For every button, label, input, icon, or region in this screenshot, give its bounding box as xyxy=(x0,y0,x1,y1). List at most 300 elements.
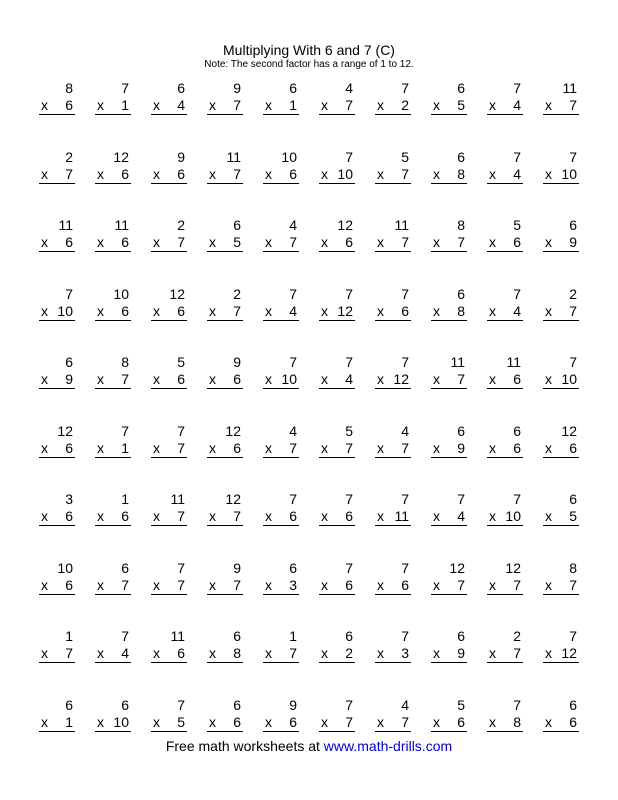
first-factor: 12 xyxy=(505,560,521,576)
first-factor: 7 xyxy=(401,354,409,370)
multiply-sign: x xyxy=(489,371,496,387)
second-factor: 6 xyxy=(65,440,73,456)
second-factor: 10 xyxy=(561,371,577,387)
second-factor: 7 xyxy=(401,234,409,250)
second-factor: 6 xyxy=(289,166,297,182)
second-factor: 7 xyxy=(65,645,73,661)
first-factor: 12 xyxy=(225,491,241,507)
multiply-sign: x xyxy=(321,371,328,387)
second-factor: 6 xyxy=(177,645,185,661)
answer-line xyxy=(487,577,523,595)
first-factor: 6 xyxy=(121,560,129,576)
multiply-sign: x xyxy=(377,577,384,593)
second-factor: 8 xyxy=(513,714,521,730)
first-factor: 11 xyxy=(170,628,185,644)
first-factor: 9 xyxy=(233,354,241,370)
answer-line xyxy=(263,234,299,252)
multiply-sign: x xyxy=(209,97,216,113)
first-factor: 7 xyxy=(513,286,521,302)
problem xyxy=(95,217,131,265)
problem xyxy=(319,354,355,402)
first-factor: 7 xyxy=(457,491,465,507)
problem xyxy=(39,628,75,676)
multiply-sign: x xyxy=(545,645,552,661)
problem xyxy=(39,286,75,334)
multiply-sign: x xyxy=(209,440,216,456)
answer-line xyxy=(431,714,467,732)
second-factor: 7 xyxy=(233,166,241,182)
first-factor: 12 xyxy=(561,423,577,439)
second-factor: 10 xyxy=(57,303,73,319)
multiply-sign: x xyxy=(433,234,440,250)
footer-link[interactable]: www.math-drills.com xyxy=(323,738,453,754)
answer-line xyxy=(95,97,131,115)
problem xyxy=(375,217,411,265)
first-factor: 12 xyxy=(57,423,73,439)
first-factor: 7 xyxy=(401,628,409,644)
answer-line xyxy=(151,577,187,595)
second-factor: 4 xyxy=(289,303,297,319)
first-factor: 10 xyxy=(57,560,73,576)
multiply-sign: x xyxy=(545,234,552,250)
first-factor: 7 xyxy=(121,423,129,439)
second-factor: 2 xyxy=(345,645,353,661)
first-factor: 7 xyxy=(401,491,409,507)
problem xyxy=(263,560,299,608)
multiply-sign: x xyxy=(321,234,328,250)
multiply-sign: x xyxy=(265,371,272,387)
first-factor: 2 xyxy=(65,149,73,165)
answer-line xyxy=(375,577,411,595)
first-factor: 7 xyxy=(513,697,521,713)
first-factor: 10 xyxy=(113,286,129,302)
multiply-sign: x xyxy=(489,166,496,182)
first-factor: 7 xyxy=(345,354,353,370)
answer-line xyxy=(431,508,467,526)
answer-line xyxy=(487,508,523,526)
first-factor: 6 xyxy=(457,80,465,96)
problem xyxy=(151,217,187,265)
footer-text: Free math worksheets at xyxy=(165,738,324,754)
first-factor: 11 xyxy=(114,217,129,233)
second-factor: 9 xyxy=(457,645,465,661)
answer-line xyxy=(487,303,523,321)
first-factor: 7 xyxy=(345,491,353,507)
answer-line xyxy=(375,440,411,458)
multiply-sign: x xyxy=(41,714,48,730)
problem xyxy=(263,149,299,197)
first-factor: 7 xyxy=(177,560,185,576)
answer-line xyxy=(207,645,243,663)
multiply-sign: x xyxy=(209,371,216,387)
problem xyxy=(319,217,355,265)
second-factor: 6 xyxy=(233,714,241,730)
second-factor: 10 xyxy=(505,508,521,524)
answer-line xyxy=(375,166,411,184)
second-factor: 4 xyxy=(513,166,521,182)
second-factor: 6 xyxy=(233,371,241,387)
first-factor: 11 xyxy=(506,354,521,370)
problem xyxy=(207,560,243,608)
multiply-sign: x xyxy=(433,508,440,524)
second-factor: 10 xyxy=(281,371,297,387)
first-factor: 9 xyxy=(233,80,241,96)
answer-line xyxy=(95,303,131,321)
second-factor: 12 xyxy=(393,371,409,387)
multiply-sign: x xyxy=(41,303,48,319)
problem xyxy=(39,80,75,128)
first-factor: 6 xyxy=(233,628,241,644)
second-factor: 7 xyxy=(345,440,353,456)
second-factor: 6 xyxy=(65,577,73,593)
answer-line xyxy=(319,234,355,252)
problem xyxy=(375,491,411,539)
first-factor: 2 xyxy=(233,286,241,302)
answer-line xyxy=(263,714,299,732)
problem xyxy=(151,80,187,128)
first-factor: 8 xyxy=(121,354,129,370)
first-factor: 7 xyxy=(289,286,297,302)
first-factor: 12 xyxy=(113,149,129,165)
second-factor: 7 xyxy=(289,440,297,456)
multiply-sign: x xyxy=(377,97,384,113)
second-factor: 6 xyxy=(289,714,297,730)
second-factor: 6 xyxy=(289,508,297,524)
multiply-sign: x xyxy=(41,440,48,456)
answer-line xyxy=(39,234,75,252)
answer-line xyxy=(95,714,131,732)
first-factor: 10 xyxy=(281,149,297,165)
first-factor: 1 xyxy=(65,628,73,644)
second-factor: 6 xyxy=(345,508,353,524)
first-factor: 4 xyxy=(401,697,409,713)
first-factor: 6 xyxy=(569,491,577,507)
first-factor: 11 xyxy=(394,217,409,233)
second-factor: 4 xyxy=(457,508,465,524)
multiply-sign: x xyxy=(209,166,216,182)
multiply-sign: x xyxy=(377,371,384,387)
second-factor: 8 xyxy=(233,645,241,661)
multiply-sign: x xyxy=(265,166,272,182)
second-factor: 8 xyxy=(457,303,465,319)
answer-line xyxy=(431,577,467,595)
answer-line xyxy=(319,303,355,321)
multiply-sign: x xyxy=(209,714,216,730)
multiply-sign: x xyxy=(489,303,496,319)
problem xyxy=(39,217,75,265)
first-factor: 12 xyxy=(169,286,185,302)
problem xyxy=(263,286,299,334)
multiply-sign: x xyxy=(153,97,160,113)
first-factor: 7 xyxy=(345,286,353,302)
multiply-sign: x xyxy=(41,577,48,593)
problem xyxy=(151,560,187,608)
multiply-sign: x xyxy=(377,645,384,661)
first-factor: 7 xyxy=(513,149,521,165)
answer-line xyxy=(263,97,299,115)
second-factor: 4 xyxy=(177,97,185,113)
first-factor: 6 xyxy=(177,80,185,96)
first-factor: 2 xyxy=(177,217,185,233)
second-factor: 4 xyxy=(513,97,521,113)
multiply-sign: x xyxy=(153,440,160,456)
problem xyxy=(431,560,467,608)
problem xyxy=(431,423,467,471)
problem xyxy=(375,628,411,676)
answer-line xyxy=(151,645,187,663)
second-factor: 7 xyxy=(233,577,241,593)
first-factor: 7 xyxy=(401,80,409,96)
multiply-sign: x xyxy=(97,166,104,182)
problem xyxy=(431,80,467,128)
answer-line xyxy=(375,234,411,252)
first-factor: 6 xyxy=(457,628,465,644)
first-factor: 8 xyxy=(457,217,465,233)
first-factor: 8 xyxy=(569,560,577,576)
answer-line xyxy=(431,371,467,389)
problem xyxy=(543,286,579,334)
first-factor: 6 xyxy=(457,286,465,302)
multiply-sign: x xyxy=(97,234,104,250)
answer-line xyxy=(151,234,187,252)
first-factor: 6 xyxy=(233,697,241,713)
second-factor: 6 xyxy=(569,440,577,456)
problem xyxy=(207,628,243,676)
multiply-sign: x xyxy=(433,577,440,593)
multiply-sign: x xyxy=(433,440,440,456)
second-factor: 6 xyxy=(401,303,409,319)
first-factor: 11 xyxy=(562,80,577,96)
second-factor: 7 xyxy=(345,714,353,730)
answer-line xyxy=(39,371,75,389)
second-factor: 7 xyxy=(513,645,521,661)
problem xyxy=(263,628,299,676)
multiply-sign: x xyxy=(265,234,272,250)
answer-line xyxy=(543,577,579,595)
multiply-sign: x xyxy=(433,166,440,182)
problem xyxy=(207,149,243,197)
second-factor: 7 xyxy=(121,371,129,387)
second-factor: 4 xyxy=(121,645,129,661)
multiply-sign: x xyxy=(153,303,160,319)
problem xyxy=(487,560,523,608)
problem xyxy=(319,491,355,539)
first-factor: 11 xyxy=(58,217,73,233)
problem xyxy=(319,423,355,471)
answer-line xyxy=(263,508,299,526)
problem xyxy=(487,286,523,334)
problem xyxy=(95,354,131,402)
first-factor: 6 xyxy=(65,697,73,713)
problem xyxy=(543,560,579,608)
second-factor: 7 xyxy=(513,577,521,593)
first-factor: 6 xyxy=(233,217,241,233)
second-factor: 6 xyxy=(457,714,465,730)
problem xyxy=(151,149,187,197)
problem xyxy=(95,628,131,676)
problem xyxy=(207,286,243,334)
problem xyxy=(207,354,243,402)
problem xyxy=(431,354,467,402)
first-factor: 4 xyxy=(345,80,353,96)
answer-line xyxy=(263,371,299,389)
first-factor: 7 xyxy=(65,286,73,302)
multiply-sign: x xyxy=(433,714,440,730)
multiply-sign: x xyxy=(489,508,496,524)
problem xyxy=(95,560,131,608)
answer-line xyxy=(543,303,579,321)
second-factor: 6 xyxy=(401,577,409,593)
answer-line xyxy=(207,303,243,321)
second-factor: 6 xyxy=(513,440,521,456)
answer-line xyxy=(263,577,299,595)
multiply-sign: x xyxy=(321,714,328,730)
problem xyxy=(207,491,243,539)
second-factor: 6 xyxy=(233,440,241,456)
first-factor: 7 xyxy=(513,491,521,507)
first-factor: 5 xyxy=(177,354,185,370)
answer-line xyxy=(487,234,523,252)
problem xyxy=(487,217,523,265)
multiply-sign: x xyxy=(377,303,384,319)
first-factor: 4 xyxy=(289,423,297,439)
multiply-sign: x xyxy=(545,166,552,182)
multiply-sign: x xyxy=(545,371,552,387)
first-factor: 11 xyxy=(226,149,241,165)
problem xyxy=(487,491,523,539)
answer-line xyxy=(431,166,467,184)
answer-line xyxy=(263,645,299,663)
second-factor: 9 xyxy=(65,371,73,387)
answer-line xyxy=(207,97,243,115)
problem xyxy=(39,491,75,539)
problem xyxy=(543,217,579,265)
second-factor: 3 xyxy=(401,645,409,661)
problem xyxy=(487,149,523,197)
problem xyxy=(375,149,411,197)
answer-line xyxy=(207,577,243,595)
answer-line xyxy=(95,166,131,184)
multiply-sign: x xyxy=(321,508,328,524)
first-factor: 5 xyxy=(345,423,353,439)
first-factor: 5 xyxy=(513,217,521,233)
problem xyxy=(263,217,299,265)
second-factor: 6 xyxy=(345,234,353,250)
second-factor: 6 xyxy=(65,234,73,250)
first-factor: 7 xyxy=(345,560,353,576)
multiply-sign: x xyxy=(153,234,160,250)
multiply-sign: x xyxy=(489,234,496,250)
second-factor: 10 xyxy=(561,166,577,182)
answer-line xyxy=(543,440,579,458)
problem xyxy=(151,286,187,334)
problem xyxy=(431,628,467,676)
multiply-sign: x xyxy=(321,303,328,319)
answer-line xyxy=(375,97,411,115)
answer-line xyxy=(375,508,411,526)
second-factor: 6 xyxy=(121,234,129,250)
multiply-sign: x xyxy=(153,166,160,182)
multiply-sign: x xyxy=(41,371,48,387)
page-note: Note: The second factor has a range of 1 to 12. xyxy=(204,59,414,70)
multiply-sign: x xyxy=(433,97,440,113)
second-factor: 6 xyxy=(65,508,73,524)
multiply-sign: x xyxy=(265,440,272,456)
multiply-sign: x xyxy=(97,97,104,113)
multiply-sign: x xyxy=(489,714,496,730)
first-factor: 9 xyxy=(177,149,185,165)
problem xyxy=(375,423,411,471)
first-factor: 9 xyxy=(289,697,297,713)
first-factor: 4 xyxy=(401,423,409,439)
multiply-sign: x xyxy=(97,440,104,456)
problem xyxy=(319,286,355,334)
first-factor: 11 xyxy=(170,491,185,507)
second-factor: 10 xyxy=(337,166,353,182)
multiply-sign: x xyxy=(41,97,48,113)
second-factor: 3 xyxy=(289,577,297,593)
second-factor: 12 xyxy=(561,645,577,661)
problem xyxy=(263,80,299,128)
first-factor: 7 xyxy=(121,80,129,96)
multiply-sign: x xyxy=(489,645,496,661)
first-factor: 7 xyxy=(177,697,185,713)
second-factor: 5 xyxy=(177,714,185,730)
first-factor: 1 xyxy=(289,628,297,644)
multiply-sign: x xyxy=(377,440,384,456)
answer-line xyxy=(263,303,299,321)
answer-line xyxy=(487,97,523,115)
problem xyxy=(95,80,131,128)
answer-line xyxy=(151,508,187,526)
first-factor: 7 xyxy=(121,628,129,644)
first-factor: 7 xyxy=(569,354,577,370)
answer-line xyxy=(319,508,355,526)
answer-line xyxy=(95,371,131,389)
answer-line xyxy=(487,645,523,663)
problem xyxy=(95,149,131,197)
multiply-sign: x xyxy=(321,166,328,182)
second-factor: 7 xyxy=(569,303,577,319)
second-factor: 2 xyxy=(401,97,409,113)
multiply-sign: x xyxy=(265,508,272,524)
second-factor: 7 xyxy=(65,166,73,182)
answer-line xyxy=(543,97,579,115)
first-factor: 7 xyxy=(289,354,297,370)
answer-line xyxy=(487,371,523,389)
first-factor: 5 xyxy=(457,697,465,713)
second-factor: 7 xyxy=(177,508,185,524)
answer-line xyxy=(487,166,523,184)
answer-line xyxy=(543,714,579,732)
answer-line xyxy=(319,577,355,595)
problem xyxy=(487,628,523,676)
second-factor: 6 xyxy=(121,508,129,524)
second-factor: 12 xyxy=(337,303,353,319)
multiply-sign: x xyxy=(377,166,384,182)
problem xyxy=(543,80,579,128)
footer xyxy=(0,738,618,754)
problem xyxy=(431,149,467,197)
problem xyxy=(543,423,579,471)
problem xyxy=(375,80,411,128)
problem xyxy=(207,217,243,265)
first-factor: 7 xyxy=(177,423,185,439)
multiply-sign: x xyxy=(545,508,552,524)
multiply-sign: x xyxy=(97,303,104,319)
problem xyxy=(207,423,243,471)
problem xyxy=(487,423,523,471)
